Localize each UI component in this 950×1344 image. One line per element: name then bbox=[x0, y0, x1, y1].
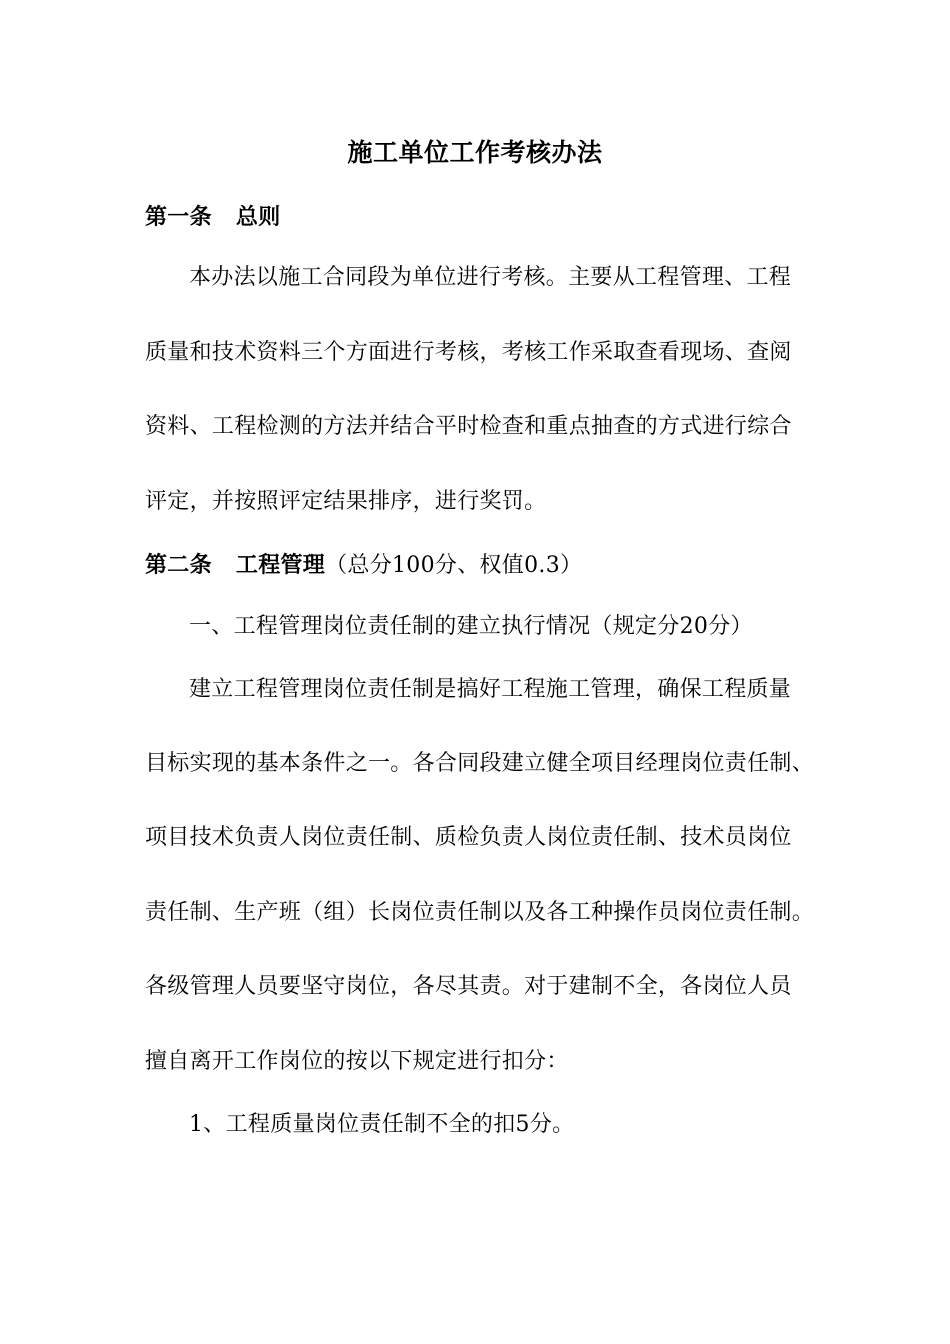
article1-paragraph-line: 资料、工程检测的方法并结合平时检查和重点抽查的方式进行综合 bbox=[145, 414, 792, 439]
article2-paragraph-line: 建立工程管理岗位责任制是搞好工程施工管理，确保工程质量 bbox=[189, 677, 792, 702]
article1-number: 第一条 bbox=[145, 204, 212, 230]
article2-paragraph-line: 各级管理人员要坚守岗位，各尽其责。对于建制不全，各岗位人员 bbox=[145, 974, 792, 999]
article1-paragraph-line: 质量和技术资料三个方面进行考核，考核工作采取查看现场、查阅 bbox=[145, 340, 792, 365]
article1-header bbox=[145, 202, 281, 233]
article2-number: 第二条 bbox=[145, 552, 212, 578]
article2-subsection-heading: 一、工程管理岗位责任制的建立执行情况（规定分20分） bbox=[189, 614, 753, 639]
article1-paragraph-line: 评定，并按照评定结果排序，进行奖罚。 bbox=[145, 489, 547, 514]
document-title: 施工单位工作考核办法 bbox=[347, 138, 603, 167]
article2-paragraph-line: 项目技术负责人岗位责任制、质检负责人岗位责任制、技术员岗位 bbox=[145, 825, 792, 850]
article2-header bbox=[145, 550, 582, 581]
article2-paragraph-line: 擅自离开工作岗位的按以下规定进行扣分： bbox=[145, 1049, 569, 1074]
article2-paragraph-line: 目标实现的基本条件之一。各合同段建立健全项目经理岗位责任制、 bbox=[145, 751, 815, 776]
article2-note: （总分100分、权值0.3） bbox=[325, 553, 583, 578]
article2-item-1: 1、工程质量岗位责任制不全的扣5分。 bbox=[189, 1112, 575, 1137]
article1-paragraph-line: 本办法以施工合同段为单位进行考核。主要从工程管理、工程 bbox=[189, 265, 792, 290]
article2-heading: 工程管理 bbox=[235, 552, 326, 578]
article1-heading: 总则 bbox=[235, 204, 281, 230]
article2-paragraph-line: 责任制、生产班（组）长岗位责任制以及各工种操作员岗位责任制。 bbox=[145, 900, 815, 925]
